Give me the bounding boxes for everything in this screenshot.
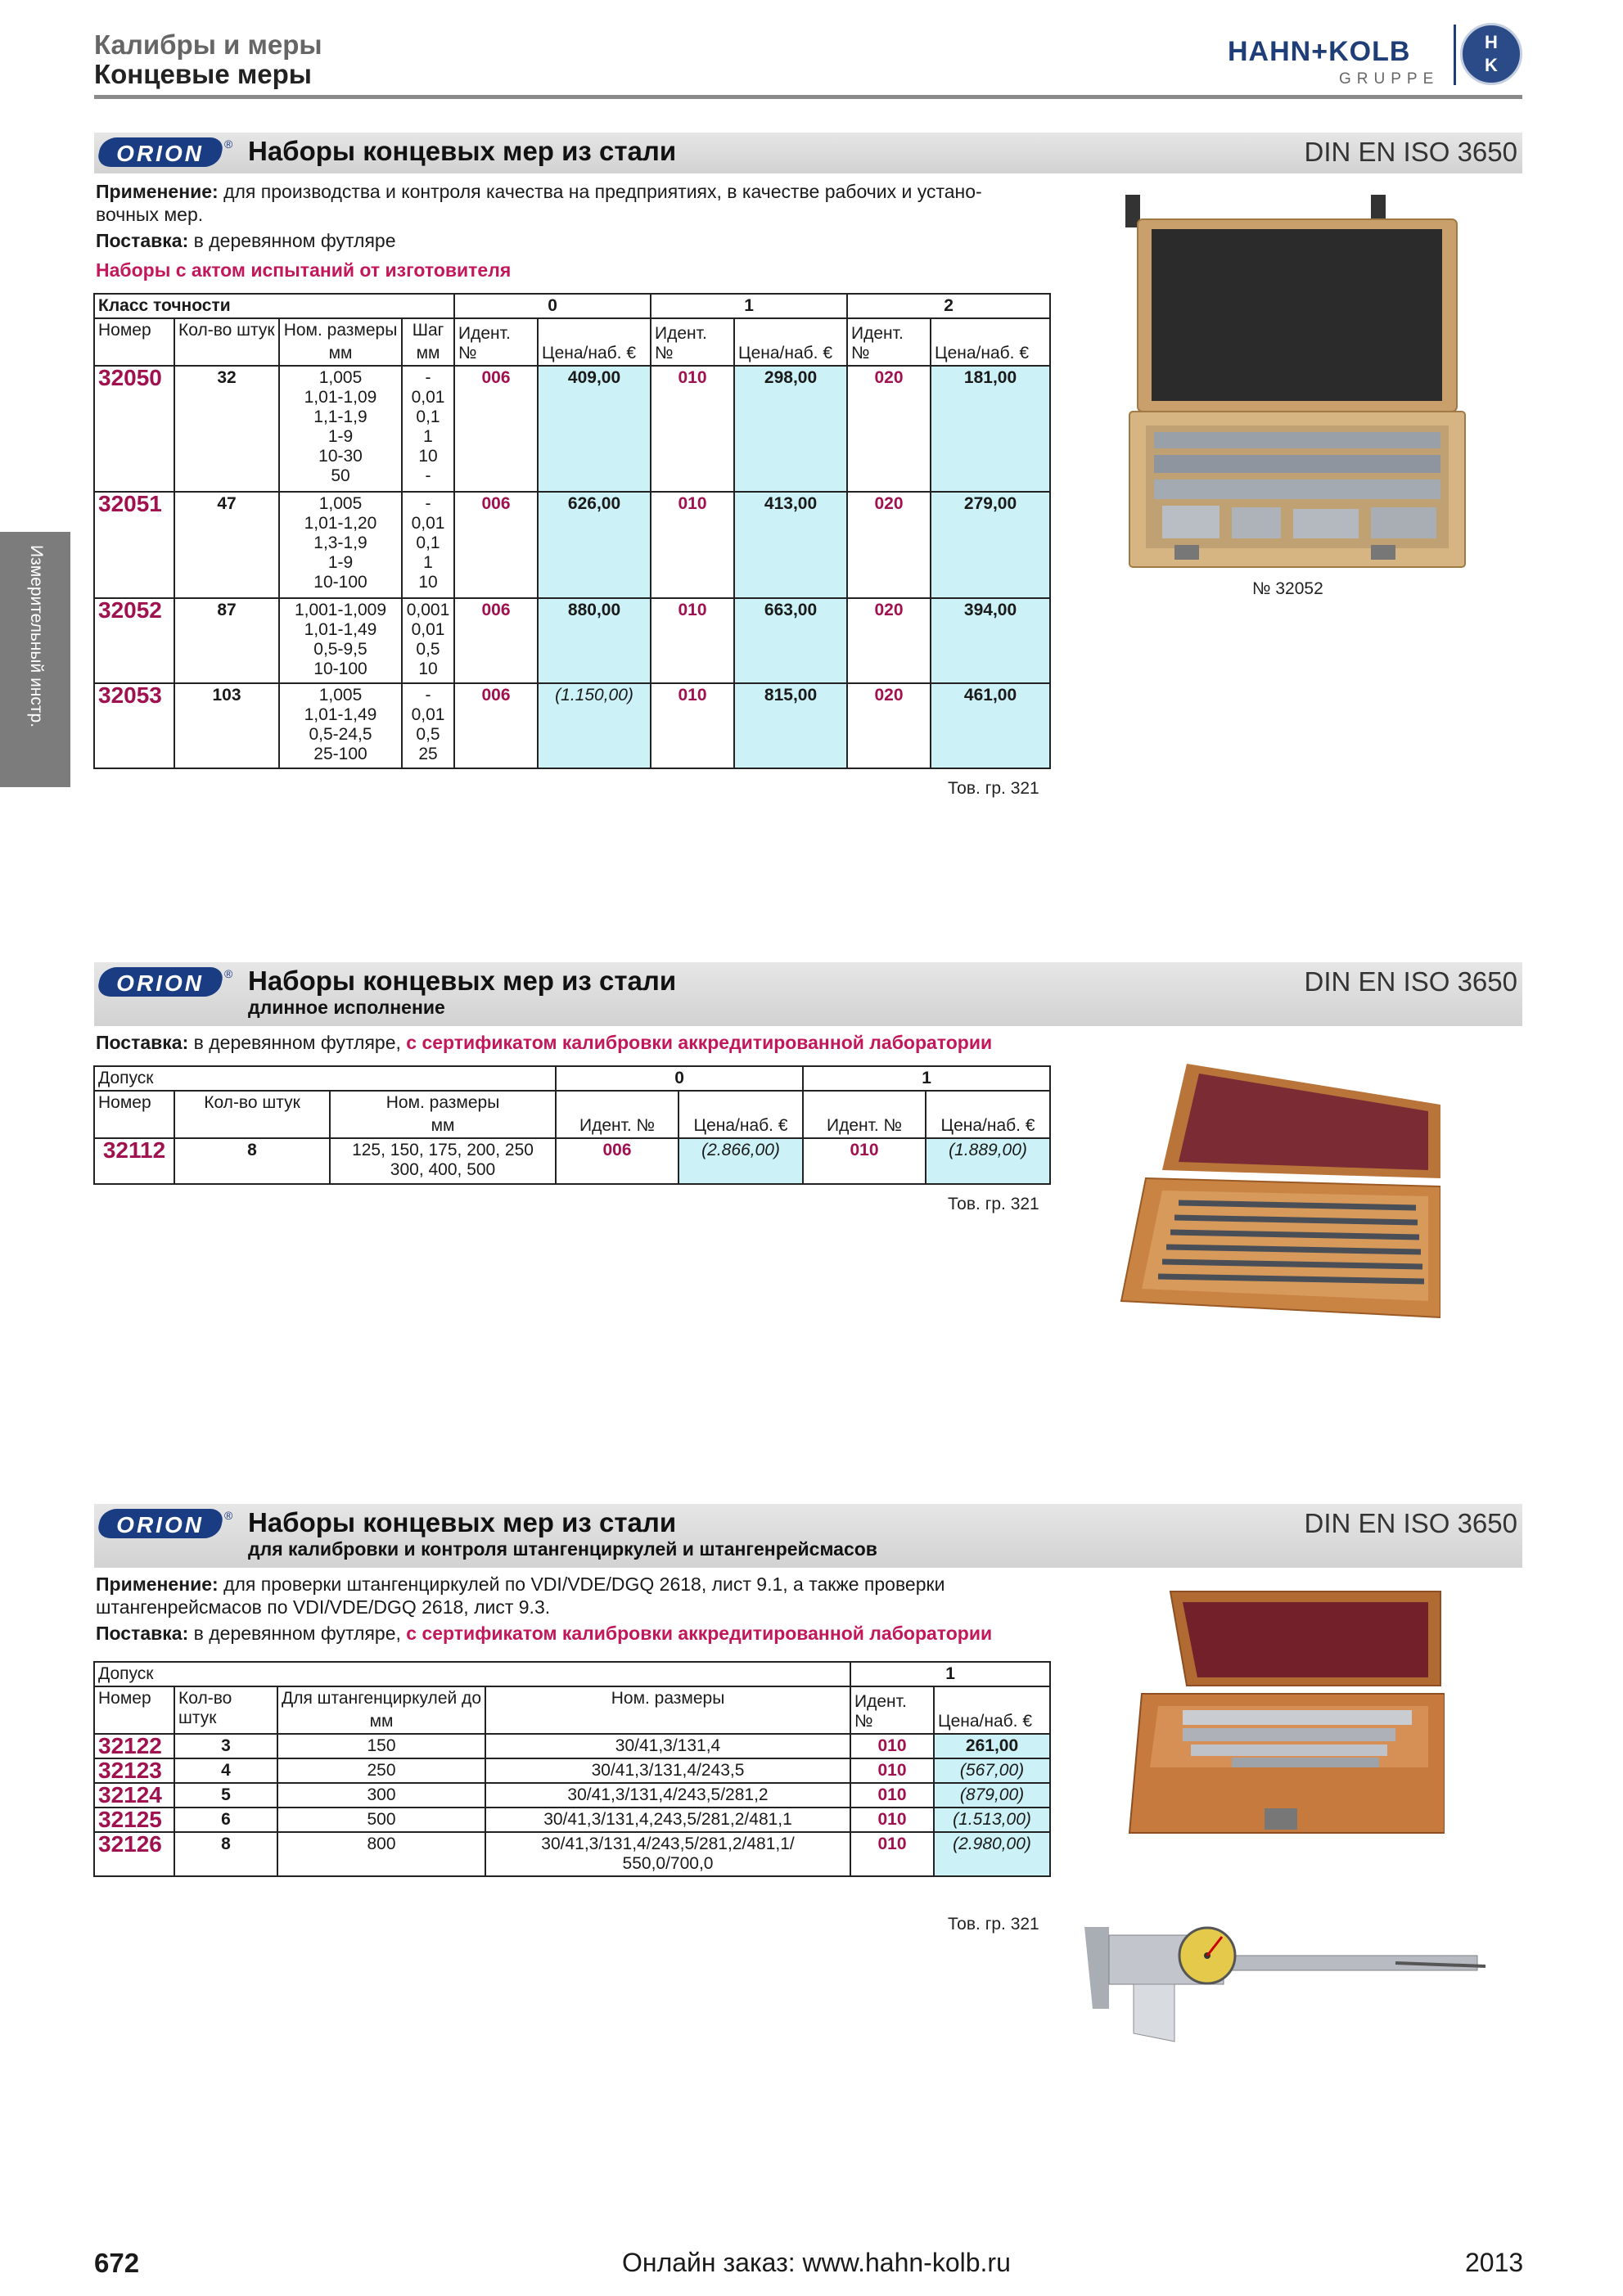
case-clasp-icon [1265, 1808, 1297, 1830]
sizes: 125, 150, 175, 200, 250 300, 400, 500 [330, 1138, 556, 1184]
qty: 8 [174, 1138, 330, 1184]
col-id-0: Идент. № [556, 1091, 679, 1138]
col-price-1: Цена/наб. € [926, 1091, 1050, 1138]
col-qty: Кол-во штук [174, 1091, 330, 1138]
col-price-2: Цена/наб. € [931, 318, 1050, 366]
section-1-note: Наборы с актом испытаний от изготовителя [96, 259, 512, 281]
sizes: 1,005 1,01-1,20 1,3-1,9 1-9 10-100 [279, 492, 402, 598]
product-number[interactable]: 32051 [94, 492, 174, 598]
section-1-tov-gr: Тов. гр. 321 [948, 779, 1039, 798]
gauge-blocks [1154, 432, 1440, 538]
table-row [94, 1832, 1050, 1876]
product-number[interactable]: 32123 [94, 1758, 174, 1783]
page-number: 672 [94, 2248, 140, 2278]
table-row [94, 1758, 1050, 1783]
ident: 006 [556, 1138, 679, 1184]
product-number[interactable]: 32124 [94, 1783, 174, 1808]
price: (879,00) [934, 1783, 1050, 1808]
section-3-header [94, 1504, 1522, 1568]
steps: 0,001 0,01 0,5 10 [402, 598, 454, 683]
qty: 32 [174, 366, 279, 492]
price: 181,00 [931, 366, 1050, 492]
col-id-1: Идент. № [803, 1091, 926, 1138]
ident: 020 [847, 366, 931, 492]
sizes: 1,001-1,009 1,01-1,49 0,5-9,5 10-100 [279, 598, 402, 683]
col-sizes-unit: мм [279, 342, 402, 366]
section-2-standard: DIN EN ISO 3650 [1304, 966, 1517, 997]
col-sizes: Ном. размеры [279, 318, 402, 342]
table-row [94, 598, 1050, 683]
logo-group: GRUPPE [1339, 70, 1440, 88]
qty: 5 [174, 1783, 277, 1808]
ident: 010 [850, 1758, 934, 1783]
section-2-table [93, 1065, 1051, 1185]
sizes: 1,005 1,01-1,49 0,5-24,5 25-100 [279, 683, 402, 768]
price: 394,00 [931, 598, 1050, 683]
orion-logo-icon: ORION ® [99, 137, 230, 170]
col-step: Шаг [402, 318, 454, 342]
table-row [94, 683, 1050, 768]
logo-separator [1454, 25, 1456, 85]
product-number[interactable]: 32112 [94, 1138, 174, 1184]
ident: 020 [847, 492, 931, 598]
ident: 006 [454, 598, 538, 683]
ident: 010 [651, 492, 734, 598]
logo-letter-top: H [1485, 32, 1498, 52]
tolerance-label: Допуск [94, 1662, 850, 1686]
sizes: 30/41,3/131,4/243,5/281,2 [485, 1783, 850, 1808]
case-clasp-icon [1371, 545, 1395, 560]
case-lid-foam [1152, 229, 1442, 401]
section-3-subtitle: для калибровки и контроля штангенциркулей и штангенрейсмасов [248, 1538, 877, 1560]
section-1-standard: DIN EN ISO 3650 [1304, 137, 1517, 167]
ident: 010 [850, 1808, 934, 1832]
steps: - 0,01 0,1 1 10 - [402, 366, 454, 492]
ident: 020 [847, 683, 931, 768]
class-label: Класс точности [94, 294, 454, 318]
col-caliper: Для штангенциркулей до [277, 1686, 485, 1710]
ident: 006 [454, 683, 538, 768]
ident: 010 [850, 1734, 934, 1758]
catalog-year: 2013 [1465, 2248, 1524, 2277]
ident: 010 [651, 598, 734, 683]
ident: 006 [454, 492, 538, 598]
sizes: 30/41,3/131,4/243,5/281,2/481,1/ 550,0/700,0 [485, 1832, 850, 1876]
table-row [94, 1783, 1050, 1808]
qty: 4 [174, 1758, 277, 1783]
price: (2.980,00) [934, 1832, 1050, 1876]
col-step-unit: мм [402, 342, 454, 366]
class-0-header: 0 [454, 294, 651, 318]
orion-logo-icon: ORION ® [99, 967, 230, 1000]
class-1-header: 1 [803, 1066, 1050, 1091]
col-price-0: Цена/наб. € [679, 1091, 803, 1138]
qty: 87 [174, 598, 279, 683]
qty: 3 [174, 1734, 277, 1758]
sizes: 1,005 1,01-1,09 1,1-1,9 1-9 10-30 50 [279, 366, 402, 492]
gauge-block-on-caliper [1134, 1984, 1174, 2042]
col-caliper-unit: мм [277, 1710, 485, 1734]
section-3-tov-gr: Тов. гр. 321 [948, 1915, 1039, 1934]
section-3-table [93, 1661, 1051, 1877]
dial-caliper-image [1084, 1911, 1485, 2050]
price: 298,00 [734, 366, 847, 492]
class-2-header: 2 [847, 294, 1050, 318]
table-row [94, 492, 1050, 598]
product-number[interactable]: 32126 [94, 1832, 174, 1876]
table-row [94, 1138, 1050, 1184]
price: (1.150,00) [538, 683, 651, 768]
price: 409,00 [538, 366, 651, 492]
ident: 006 [454, 366, 538, 492]
ident: 020 [847, 598, 931, 683]
qty: 8 [174, 1832, 277, 1876]
section-1-delivery: Поставка: в деревянном футляре [96, 230, 396, 251]
product-number[interactable]: 32122 [94, 1734, 174, 1758]
price: (2.866,00) [679, 1138, 803, 1184]
price: 413,00 [734, 492, 847, 598]
header-rule [94, 95, 1522, 99]
table-row [94, 1734, 1050, 1758]
logo-name: HAHN+KOLB [1228, 36, 1411, 67]
col-price-0: Цена/наб. € [538, 318, 651, 366]
ident: 010 [651, 683, 734, 768]
caliper: 150 [277, 1734, 485, 1758]
col-id: Идент. № [850, 1686, 934, 1734]
logo-letter-bottom: K [1485, 55, 1498, 75]
caliper-gauge-block-set-image [1125, 1587, 1445, 1849]
online-order-link[interactable]: Онлайн заказ: www.hahn-kolb.ru [622, 2248, 1011, 2277]
col-price: Цена/наб. € [934, 1686, 1050, 1734]
table-row [94, 1808, 1050, 1832]
section-2-subtitle: длинное исполнение [248, 997, 445, 1018]
product-number[interactable]: 32125 [94, 1808, 174, 1832]
qty: 103 [174, 683, 279, 768]
case-clasp-icon [1174, 545, 1199, 560]
col-sizes: Ном. размеры [330, 1091, 556, 1114]
caliper-fixed-jaw [1084, 1927, 1109, 2009]
col-sizes-unit: мм [330, 1114, 556, 1138]
section-1-application: Применение: для производства и контроля качества на предприятиях, в качестве рабочих и устано- вочных мер. [96, 181, 982, 225]
caliper: 500 [277, 1808, 485, 1832]
section-1-title: Наборы концевых мер из стали [248, 136, 677, 166]
section-3-title: Наборы концевых мер из стали [248, 1507, 677, 1537]
section-3-application: Применение: для проверки штангенциркулей по VDI/VDE/DGQ 2618, лист 9.1, а также проверки штангенрейсмасов по VDI/VDE/DGQ 2618, лист 9.3. [96, 1573, 945, 1618]
class-1-header: 1 [850, 1662, 1050, 1686]
price: (1.513,00) [934, 1808, 1050, 1832]
price: 815,00 [734, 683, 847, 768]
col-number: Номер [94, 318, 174, 366]
price: 626,00 [538, 492, 651, 598]
long-gauge-block-set-image [1113, 1056, 1440, 1326]
section-3-standard: DIN EN ISO 3650 [1304, 1508, 1517, 1538]
section-2-header [94, 962, 1522, 1026]
steps: - 0,01 0,1 1 10 [402, 492, 454, 598]
section-2-delivery: Поставка: в деревянном футляре, с сертификатом калибровки аккредитированной лаборатории [96, 1032, 993, 1053]
price: 279,00 [931, 492, 1050, 598]
caliper: 250 [277, 1758, 485, 1783]
col-qty: Кол-во штук [174, 318, 279, 366]
section-1-table [93, 293, 1051, 769]
ident: 010 [803, 1138, 926, 1184]
col-id-0: Идент. № [454, 318, 538, 366]
ident: 010 [850, 1783, 934, 1808]
caliper: 800 [277, 1832, 485, 1876]
header-subcategory: Концевые меры [94, 59, 312, 89]
header-category: Калибры и меры [94, 29, 322, 60]
price: 461,00 [931, 683, 1050, 768]
ident: 010 [850, 1832, 934, 1876]
section-2-tov-gr: Тов. гр. 321 [948, 1195, 1039, 1213]
table-row [94, 366, 1050, 492]
sizes: 30/41,3/131,4 [485, 1734, 850, 1758]
product-number[interactable]: 32052 [94, 598, 174, 683]
section-3-delivery: Поставка: в деревянном футляре, с сертификатом калибровки аккредитированной лаборатории [96, 1623, 993, 1644]
logo-emblem-icon [1460, 23, 1522, 85]
price: 261,00 [934, 1734, 1050, 1758]
image-1-caption: № 32052 [1252, 579, 1323, 598]
ident: 010 [651, 366, 734, 492]
tolerance-label: Допуск [94, 1066, 556, 1091]
price: (1.889,00) [926, 1138, 1050, 1184]
price: 880,00 [538, 598, 651, 683]
col-number: Номер [94, 1686, 174, 1734]
product-number[interactable]: 32053 [94, 683, 174, 768]
side-tab-label: Измерительный инстр. [27, 545, 46, 728]
caliper: 300 [277, 1783, 485, 1808]
sizes: 30/41,3/131,4,243,5/281,2/481,1 [485, 1808, 850, 1832]
qty: 47 [174, 492, 279, 598]
col-sizes: Ном. размеры [485, 1686, 850, 1734]
price: 663,00 [734, 598, 847, 683]
section-2-title: Наборы концевых мер из стали [248, 966, 677, 996]
class-1-header: 1 [651, 294, 847, 318]
price: (567,00) [934, 1758, 1050, 1783]
product-number[interactable]: 32050 [94, 366, 174, 492]
qty: 6 [174, 1808, 277, 1832]
side-tab[interactable] [0, 532, 70, 787]
col-id-1: Идент. № [651, 318, 734, 366]
col-number: Номер [94, 1091, 174, 1138]
col-id-2: Идент. № [847, 318, 931, 366]
gauge-block-set-image [1101, 187, 1477, 579]
col-qty: Кол-во штук [174, 1686, 277, 1734]
sizes: 30/41,3/131,4/243,5 [485, 1758, 850, 1783]
orion-logo-icon: ORION ® [99, 1509, 230, 1542]
col-price-1: Цена/наб. € [734, 318, 847, 366]
section-1-header [94, 133, 1522, 173]
steps: - 0,01 0,5 25 [402, 683, 454, 768]
case-lid-lining [1183, 1602, 1428, 1677]
class-0-header: 0 [556, 1066, 803, 1091]
